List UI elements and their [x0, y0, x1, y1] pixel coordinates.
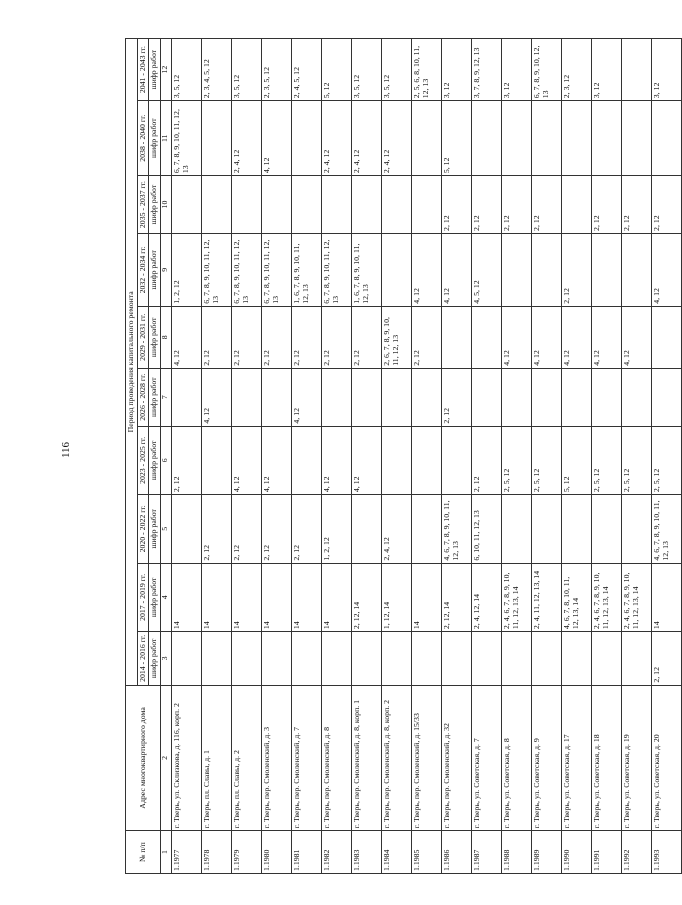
work-cipher-cell: 2, 4, 11, 12, 13, 14: [532, 563, 562, 632]
work-cipher-cell: 2, 5, 12: [532, 426, 562, 495]
table-row: [232, 39, 262, 874]
row-number: 1.1986: [442, 831, 472, 874]
row-address: г. Тверь, ул. Советская, д. 19: [622, 685, 652, 831]
work-cipher-cell: [562, 632, 592, 686]
work-cipher-cell: [592, 233, 622, 306]
work-cipher-cell: 2, 12, 14: [442, 563, 472, 632]
header-period: Период проведения капитального ремонта: [126, 39, 138, 686]
work-cipher-cell: 4, 12: [502, 306, 532, 368]
work-cipher-cell: [592, 495, 622, 564]
table-row: [292, 39, 322, 874]
table-row: [262, 39, 292, 874]
work-cipher-cell: 2, 3, 12: [562, 39, 592, 101]
work-cipher-cell: 2, 12: [322, 306, 352, 368]
work-cipher-cell: [262, 176, 292, 234]
work-cipher-cell: 2, 12: [622, 176, 652, 234]
work-cipher-cell: 2, 4, 12: [322, 101, 352, 176]
work-cipher-cell: 14: [172, 563, 202, 632]
work-cipher-cell: 4, 6, 7, 8, 9, 10, 11, 12, 13: [652, 495, 682, 564]
work-cipher-cell: [232, 632, 262, 686]
row-number: 1.1992: [622, 831, 652, 874]
work-cipher-cell: [652, 306, 682, 368]
work-cipher-cell: 6, 7, 8, 9, 10, 11, 12, 13: [262, 233, 292, 306]
column-number: 12: [161, 39, 172, 101]
column-number: 11: [161, 101, 172, 176]
row-number: 1.1980: [262, 831, 292, 874]
work-cipher-cell: [412, 101, 442, 176]
row-number: 1.1993: [652, 831, 682, 874]
work-cipher-cell: [472, 306, 502, 368]
work-cipher-cell: 3, 5, 12: [382, 39, 412, 101]
work-cipher-cell: 4, 6, 7, 8, 9, 10, 11, 12, 13: [442, 495, 472, 564]
work-cipher-cell: 2, 5, 12: [592, 426, 622, 495]
row-address: г. Тверь, пер. Смоленский, д. 3: [262, 685, 292, 831]
work-cipher-cell: 1, 2, 12: [172, 233, 202, 306]
work-cipher-cell: [232, 368, 262, 426]
work-cipher-cell: [502, 495, 532, 564]
work-cipher-cell: [532, 632, 562, 686]
work-cipher-cell: 2, 5, 12: [502, 426, 532, 495]
work-cipher-cell: 14: [322, 563, 352, 632]
work-cipher-cell: 2, 12: [262, 495, 292, 564]
table-row: [352, 39, 382, 874]
row-address: г. Тверь, пер. Смоленский, д. 32: [442, 685, 472, 831]
table-row: [562, 39, 592, 874]
column-number: 4: [161, 563, 172, 632]
work-cipher-cell: [502, 233, 532, 306]
table-row: [592, 39, 622, 874]
column-number: 1: [161, 831, 172, 874]
work-cipher-cell: 14: [232, 563, 262, 632]
row-address: г. Тверь, ул. Советская, д. 7: [472, 685, 502, 831]
work-cipher-cell: 1, 12, 14: [382, 563, 412, 632]
work-cipher-cell: [202, 632, 232, 686]
work-cipher-cell: [352, 495, 382, 564]
work-cipher-cell: [622, 39, 652, 101]
work-cipher-cell: 4, 12: [262, 101, 292, 176]
work-cipher-cell: [532, 368, 562, 426]
work-cipher-cell: 2, 12: [592, 176, 622, 234]
table-row: [412, 39, 442, 874]
work-cipher-cell: 6, 7, 8, 9, 10, 11, 12, 13: [232, 233, 262, 306]
work-cipher-cell: 4, 12: [292, 368, 322, 426]
row-number: 1.1991: [592, 831, 622, 874]
capital-repair-schedule-table: [125, 38, 682, 874]
header-year: 2026 - 2028 гг.: [137, 368, 149, 426]
work-cipher-cell: 14: [652, 563, 682, 632]
row-address: г. Тверь, пл. Славы, д. 1: [202, 685, 232, 831]
row-number: 1.1981: [292, 831, 322, 874]
work-cipher-cell: [172, 368, 202, 426]
work-cipher-cell: 6, 7, 8, 9, 10, 11, 12, 13: [172, 101, 202, 176]
header-cipher: шифр работ: [149, 176, 161, 234]
work-cipher-cell: 5, 12: [322, 39, 352, 101]
row-address: г. Тверь, ул. Советская, д. 17: [562, 685, 592, 831]
work-cipher-cell: [262, 368, 292, 426]
header-cipher: шифр работ: [149, 39, 161, 101]
work-cipher-cell: [472, 632, 502, 686]
work-cipher-cell: 2, 4, 6, 7, 8, 9, 10, 11, 12, 13, 14: [622, 563, 652, 632]
work-cipher-cell: [502, 101, 532, 176]
work-cipher-cell: 4, 12: [652, 233, 682, 306]
row-number: 1.1989: [532, 831, 562, 874]
column-number-row: [161, 39, 172, 874]
column-number: 6: [161, 426, 172, 495]
header-cipher: шифр работ: [149, 426, 161, 495]
work-cipher-cell: 2, 12: [292, 495, 322, 564]
work-cipher-cell: [622, 368, 652, 426]
work-cipher-cell: 2, 4, 12, 14: [472, 563, 502, 632]
work-cipher-cell: 14: [412, 563, 442, 632]
work-cipher-cell: 2, 4, 12: [382, 101, 412, 176]
work-cipher-cell: 4, 6, 7, 8, 10, 11, 12, 13, 14: [562, 563, 592, 632]
work-cipher-cell: 3, 12: [442, 39, 472, 101]
work-cipher-cell: [502, 632, 532, 686]
header-cipher: шифр работ: [149, 233, 161, 306]
header-year: 2023 - 2025 гг.: [137, 426, 149, 495]
work-cipher-cell: [652, 368, 682, 426]
work-cipher-cell: 6, 7, 8, 9, 10, 11, 12, 13: [202, 233, 232, 306]
header-year: 2014 - 2016 гг.: [137, 632, 149, 686]
work-cipher-cell: 4, 12: [592, 306, 622, 368]
work-cipher-cell: 5, 12: [442, 101, 472, 176]
work-cipher-cell: [412, 368, 442, 426]
column-number: 5: [161, 495, 172, 564]
work-cipher-cell: 2, 12: [292, 306, 322, 368]
work-cipher-cell: [382, 233, 412, 306]
header-address: Адрес многоквартирного дома: [126, 685, 161, 831]
work-cipher-cell: 14: [202, 563, 232, 632]
work-cipher-cell: [382, 176, 412, 234]
work-cipher-cell: 4, 12: [442, 233, 472, 306]
work-cipher-cell: [412, 495, 442, 564]
work-cipher-cell: 2, 12: [442, 368, 472, 426]
work-cipher-cell: 3, 12: [502, 39, 532, 101]
work-cipher-cell: 2, 5, 6, 8, 10, 11, 12, 13: [412, 39, 442, 101]
work-cipher-cell: [262, 632, 292, 686]
row-address: г. Тверь, пер. Смоленский, д. 15/33: [412, 685, 442, 831]
work-cipher-cell: 14: [262, 563, 292, 632]
work-cipher-cell: [622, 101, 652, 176]
work-cipher-cell: 2, 12: [502, 176, 532, 234]
row-number: 1.1987: [472, 831, 502, 874]
work-cipher-cell: 4, 12: [412, 233, 442, 306]
work-cipher-cell: 6, 7, 8, 9, 10, 12, 13: [532, 39, 562, 101]
header-cipher: шифр работ: [149, 632, 161, 686]
row-number: 1.1983: [352, 831, 382, 874]
work-cipher-cell: 2, 5, 12: [622, 426, 652, 495]
work-cipher-cell: 2, 12: [652, 632, 682, 686]
work-cipher-cell: [592, 368, 622, 426]
work-cipher-cell: 2, 4, 6, 7, 8, 9, 10, 11, 12, 13, 14: [592, 563, 622, 632]
work-cipher-cell: [442, 426, 472, 495]
work-cipher-cell: 14: [292, 563, 322, 632]
column-number: 3: [161, 632, 172, 686]
work-cipher-cell: 3, 12: [652, 39, 682, 101]
work-cipher-cell: [382, 426, 412, 495]
work-cipher-cell: 2, 12: [652, 176, 682, 234]
row-address: г. Тверь, ул. Советская, д. 20: [652, 685, 682, 831]
header-year: 2017 - 2019 гг.: [137, 563, 149, 632]
row-address: г. Тверь, пер. Смоленский, д. 7: [292, 685, 322, 831]
table-row: [622, 39, 652, 874]
work-cipher-cell: 1, 2, 12: [322, 495, 352, 564]
work-cipher-cell: 2, 3, 5, 12: [262, 39, 292, 101]
work-cipher-cell: 4, 12: [232, 426, 262, 495]
row-number: 1.1978: [202, 831, 232, 874]
work-cipher-cell: [322, 176, 352, 234]
work-cipher-cell: 2, 4, 6, 7, 8, 9, 10, 11, 12, 13, 14: [502, 563, 532, 632]
work-cipher-cell: [412, 426, 442, 495]
work-cipher-cell: [322, 632, 352, 686]
header-cipher: шифр работ: [149, 306, 161, 368]
work-cipher-cell: 4, 12: [262, 426, 292, 495]
header-cipher: шифр работ: [149, 495, 161, 564]
column-number: 7: [161, 368, 172, 426]
row-address: г. Тверь, ул. Советская, д. 8: [502, 685, 532, 831]
work-cipher-cell: [592, 632, 622, 686]
work-cipher-cell: 2, 12, 14: [352, 563, 382, 632]
row-address: г. Тверь, ул. Склизкова, д. 116, корп. 2: [172, 685, 202, 831]
work-cipher-cell: [562, 101, 592, 176]
table-body: [172, 39, 682, 874]
work-cipher-cell: [202, 426, 232, 495]
work-cipher-cell: [232, 176, 262, 234]
row-number: 1.1985: [412, 831, 442, 874]
table-row: [502, 39, 532, 874]
row-number: 1.1988: [502, 831, 532, 874]
work-cipher-cell: [472, 368, 502, 426]
work-cipher-cell: [382, 368, 412, 426]
table-row: [202, 39, 232, 874]
work-cipher-cell: [202, 101, 232, 176]
work-cipher-cell: [202, 176, 232, 234]
work-cipher-cell: [352, 632, 382, 686]
header-cipher: шифр работ: [149, 563, 161, 632]
work-cipher-cell: [352, 368, 382, 426]
table-row: [322, 39, 352, 874]
work-cipher-cell: 5, 12: [562, 426, 592, 495]
work-cipher-cell: 4, 12: [202, 368, 232, 426]
table-row: [532, 39, 562, 874]
work-cipher-cell: 2, 12: [172, 426, 202, 495]
work-cipher-cell: 2, 12: [472, 426, 502, 495]
work-cipher-cell: 2, 3, 4, 5, 12: [202, 39, 232, 101]
column-number: 9: [161, 233, 172, 306]
work-cipher-cell: 4, 12: [322, 426, 352, 495]
work-cipher-cell: [652, 101, 682, 176]
work-cipher-cell: [622, 632, 652, 686]
work-cipher-cell: 3, 5, 12: [352, 39, 382, 101]
header-year: 2038 - 2040 гг.: [137, 101, 149, 176]
row-address: г. Тверь, пл. Славы, д. 2: [232, 685, 262, 831]
table-row: [442, 39, 472, 874]
row-address: г. Тверь, пер. Смоленский, д. 8, корп. 1: [352, 685, 382, 831]
work-cipher-cell: [172, 176, 202, 234]
work-cipher-cell: 2, 5, 12: [652, 426, 682, 495]
work-cipher-cell: [622, 233, 652, 306]
table-row: [172, 39, 202, 874]
work-cipher-cell: [532, 233, 562, 306]
work-cipher-cell: [442, 632, 472, 686]
work-cipher-cell: [622, 495, 652, 564]
work-cipher-cell: 2, 6, 7, 8, 9, 10, 11, 12, 13: [382, 306, 412, 368]
work-cipher-cell: [172, 495, 202, 564]
work-cipher-cell: 2, 4, 12: [352, 101, 382, 176]
work-cipher-cell: [562, 495, 592, 564]
work-cipher-cell: [442, 306, 472, 368]
table-row: [472, 39, 502, 874]
work-cipher-cell: 2, 4, 12: [382, 495, 412, 564]
work-cipher-cell: 4, 12: [352, 426, 382, 495]
work-cipher-cell: 2, 12: [412, 306, 442, 368]
work-cipher-cell: 2, 12: [262, 306, 292, 368]
work-cipher-cell: [352, 176, 382, 234]
column-number: 10: [161, 176, 172, 234]
page-number: 116: [60, 441, 72, 459]
column-number: 8: [161, 306, 172, 368]
work-cipher-cell: 6, 7, 8, 9, 10, 11, 12, 13: [322, 233, 352, 306]
row-address: г. Тверь, пер. Смоленский, д. 8, корп. 2: [382, 685, 412, 831]
work-cipher-cell: 3, 12: [592, 39, 622, 101]
work-cipher-cell: [292, 632, 322, 686]
row-address: г. Тверь, ул. Советская, д. 9: [532, 685, 562, 831]
work-cipher-cell: [562, 176, 592, 234]
work-cipher-cell: [532, 495, 562, 564]
work-cipher-cell: [412, 632, 442, 686]
row-address: г. Тверь, пер. Смоленский, д. 8: [322, 685, 352, 831]
row-number: 1.1990: [562, 831, 592, 874]
work-cipher-cell: [532, 101, 562, 176]
work-cipher-cell: 2, 12: [562, 233, 592, 306]
work-cipher-cell: [292, 176, 322, 234]
work-cipher-cell: 6, 10, 11, 12, 13: [472, 495, 502, 564]
row-number: 1.1979: [232, 831, 262, 874]
work-cipher-cell: [292, 101, 322, 176]
work-cipher-cell: [322, 368, 352, 426]
header-num: № п/п: [126, 831, 161, 874]
work-cipher-cell: 2, 12: [472, 176, 502, 234]
row-address: г. Тверь, ул. Советская, д. 18: [592, 685, 622, 831]
header-cipher: шифр работ: [149, 368, 161, 426]
work-cipher-cell: 2, 12: [232, 495, 262, 564]
work-cipher-cell: [562, 368, 592, 426]
header-year: 2020 - 2022 гг.: [137, 495, 149, 564]
work-cipher-cell: 4, 12: [562, 306, 592, 368]
work-cipher-cell: 2, 12: [232, 306, 262, 368]
work-cipher-cell: 2, 12: [532, 176, 562, 234]
work-cipher-cell: 4, 12: [532, 306, 562, 368]
work-cipher-cell: 4, 12: [622, 306, 652, 368]
table-row: [382, 39, 412, 874]
header-year: 2029 - 2031 гг.: [137, 306, 149, 368]
work-cipher-cell: 4, 12: [172, 306, 202, 368]
work-cipher-cell: 1, 6, 7, 8, 9, 10, 11, 12, 13: [352, 233, 382, 306]
work-cipher-cell: 2, 12: [202, 495, 232, 564]
header-year: 2035 - 2037 гг.: [137, 176, 149, 234]
work-cipher-cell: [382, 632, 412, 686]
header-cipher: шифр работ: [149, 101, 161, 176]
work-cipher-cell: 1, 6, 7, 8, 9, 10, 11, 12, 13: [292, 233, 322, 306]
work-cipher-cell: [292, 426, 322, 495]
work-cipher-cell: 3, 5, 12: [172, 39, 202, 101]
work-cipher-cell: 2, 4, 5, 12: [292, 39, 322, 101]
work-cipher-cell: 4, 5, 12: [472, 233, 502, 306]
row-number: 1.1982: [322, 831, 352, 874]
work-cipher-cell: [502, 368, 532, 426]
row-number: 1.1977: [172, 831, 202, 874]
work-cipher-cell: 3, 7, 8, 9, 12, 13: [472, 39, 502, 101]
work-cipher-cell: 2, 12: [352, 306, 382, 368]
table-row: [652, 39, 682, 874]
work-cipher-cell: 3, 5, 12: [232, 39, 262, 101]
row-number: 1.1984: [382, 831, 412, 874]
work-cipher-cell: 2, 4, 12: [232, 101, 262, 176]
column-number: 2: [161, 685, 172, 831]
work-cipher-cell: [172, 632, 202, 686]
header-year: 2032 - 2034 гг.: [137, 233, 149, 306]
header-year: 2041 - 2043 гг.: [137, 39, 149, 101]
work-cipher-cell: 2, 12: [202, 306, 232, 368]
rotated-table-container: [125, 38, 670, 874]
work-cipher-cell: [412, 176, 442, 234]
work-cipher-cell: [592, 101, 622, 176]
work-cipher-cell: [472, 101, 502, 176]
work-cipher-cell: 2, 12: [442, 176, 472, 234]
